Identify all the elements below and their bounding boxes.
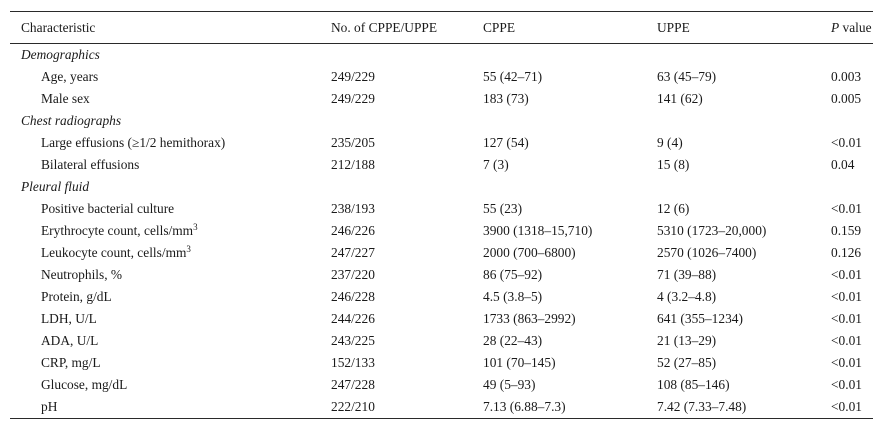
row-label: ADA, U/L: [41, 333, 99, 348]
row-label: Leukocyte count, cells/mm: [41, 245, 187, 260]
row-p-value: <0.01: [831, 333, 862, 348]
row-count: 152/133: [331, 355, 375, 370]
row-cppe: 49 (5–93): [483, 377, 536, 392]
row-uppe: 9 (4): [657, 135, 683, 150]
table-row: [10, 264, 873, 286]
row-label-cell: [10, 66, 331, 88]
row-uppe: 7.42 (7.33–7.48): [657, 399, 747, 414]
row-p-value: 0.04: [831, 157, 855, 172]
row-label-cell: [10, 286, 331, 308]
row-p-value: <0.01: [831, 201, 862, 216]
row-count: 246/226: [331, 223, 375, 238]
row-p-value: <0.01: [831, 135, 862, 150]
row-cppe: 3900 (1318–15,710): [483, 223, 593, 238]
table-row: [10, 242, 873, 264]
row-p-value: <0.01: [831, 289, 862, 304]
row-label: Bilateral effusions: [41, 157, 140, 172]
row-count: 238/193: [331, 201, 375, 216]
header-count: No. of CPPE/UPPE: [331, 19, 438, 35]
row-label-cell: [10, 88, 331, 110]
header-p-value: [831, 12, 873, 44]
section-row: [10, 110, 873, 132]
table-row: [10, 396, 873, 419]
header-p-letter: P: [831, 19, 840, 35]
row-p-value: 0.126: [831, 245, 862, 260]
row-p-value: 0.005: [831, 91, 862, 106]
row-count: 249/229: [331, 91, 375, 106]
row-uppe: 4 (3.2–4.8): [657, 289, 717, 304]
row-count: 237/220: [331, 267, 375, 282]
row-count: 222/210: [331, 399, 375, 414]
table-row: [10, 286, 873, 308]
row-uppe: 108 (85–146): [657, 377, 730, 392]
table-body: [10, 44, 873, 419]
row-cppe: 4.5 (3.8–5): [483, 289, 543, 304]
row-label-cell: [10, 132, 331, 154]
table-row: [10, 330, 873, 352]
row-label-cell: [10, 154, 331, 176]
row-uppe: 15 (8): [657, 157, 690, 172]
header-row: [10, 12, 873, 44]
row-count: 244/226: [331, 311, 375, 326]
header-characteristic: Characteristic: [21, 19, 96, 35]
table-row: [10, 88, 873, 110]
row-cppe: 7 (3): [483, 157, 509, 172]
row-cppe: 2000 (700–6800): [483, 245, 576, 260]
row-p-value: <0.01: [831, 355, 862, 370]
row-count: 246/228: [331, 289, 375, 304]
row-uppe: 71 (39–88): [657, 267, 717, 282]
row-count: 212/188: [331, 157, 375, 172]
row-label-cell: [10, 330, 331, 352]
row-label: Protein, g/dL: [41, 289, 112, 304]
row-uppe: 52 (27–85): [657, 355, 717, 370]
row-cppe: 86 (75–92): [483, 267, 543, 282]
table-row: [10, 132, 873, 154]
row-label-cell: [10, 396, 331, 419]
row-count: 243/225: [331, 333, 375, 348]
row-count: 247/228: [331, 377, 375, 392]
row-cppe: 101 (70–145): [483, 355, 556, 370]
row-count: 249/229: [331, 69, 375, 84]
row-cppe: 55 (42–71): [483, 69, 543, 84]
comparison-table-container: [10, 11, 873, 419]
row-label-cell: [10, 352, 331, 374]
row-cppe: 127 (54): [483, 135, 529, 150]
row-label: Large effusions (≥1/2 hemithorax): [41, 135, 226, 150]
row-cppe: 55 (23): [483, 201, 523, 216]
row-uppe: 12 (6): [657, 201, 690, 216]
row-label: Glucose, mg/dL: [41, 377, 128, 392]
section-row: [10, 44, 873, 67]
row-label-cell: [10, 374, 331, 396]
table-row: [10, 198, 873, 220]
row-label-superscript: 3: [193, 222, 198, 232]
row-label-superscript: 3: [186, 244, 191, 254]
row-cppe: 7.13 (6.88–7.3): [483, 399, 566, 414]
row-label: CRP, mg/L: [41, 355, 101, 370]
table-row: [10, 220, 873, 242]
row-p-value: <0.01: [831, 267, 862, 282]
table-row: [10, 352, 873, 374]
row-cppe: 183 (73): [483, 91, 529, 106]
section-title: Pleural fluid: [21, 179, 90, 194]
row-label-cell: [10, 308, 331, 330]
row-p-value: <0.01: [831, 311, 862, 326]
section-row: [10, 176, 873, 198]
row-label-cell: [10, 220, 331, 242]
row-cppe: 28 (22–43): [483, 333, 543, 348]
row-count: 235/205: [331, 135, 375, 150]
row-uppe: 2570 (1026–7400): [657, 245, 757, 260]
row-label-cell: [10, 198, 331, 220]
row-uppe: 641 (355–1234): [657, 311, 743, 326]
table-row: [10, 66, 873, 88]
header-p-suffix: value: [839, 19, 872, 35]
row-uppe: 141 (62): [657, 91, 703, 106]
section-title: Demographics: [21, 47, 100, 62]
table-row: [10, 308, 873, 330]
row-uppe: 21 (13–29): [657, 333, 717, 348]
header-cppe: CPPE: [483, 19, 516, 35]
row-label: Positive bacterial culture: [41, 201, 175, 216]
row-cppe: 1733 (863–2992): [483, 311, 576, 326]
row-label-cell: [10, 242, 331, 264]
row-label: Age, years: [41, 69, 99, 84]
row-label: LDH, U/L: [41, 311, 97, 326]
row-label: Neutrophils, %: [41, 267, 123, 282]
row-p-value: 0.003: [831, 69, 862, 84]
table-row: [10, 154, 873, 176]
table-header: [10, 12, 873, 44]
row-label: Erythrocyte count, cells/mm: [41, 223, 194, 238]
row-p-value: 0.159: [831, 223, 862, 238]
pleural-effusion-table: [10, 11, 873, 419]
row-p-value: <0.01: [831, 399, 862, 414]
row-label: Male sex: [41, 91, 90, 106]
row-count: 247/227: [331, 245, 375, 260]
header-uppe: UPPE: [657, 19, 690, 35]
row-uppe: 5310 (1723–20,000): [657, 223, 767, 238]
row-label: pH: [41, 399, 58, 414]
section-title: Chest radiographs: [21, 113, 122, 128]
table-row: [10, 374, 873, 396]
row-p-value: <0.01: [831, 377, 862, 392]
row-label-cell: [10, 264, 331, 286]
row-uppe: 63 (45–79): [657, 69, 717, 84]
